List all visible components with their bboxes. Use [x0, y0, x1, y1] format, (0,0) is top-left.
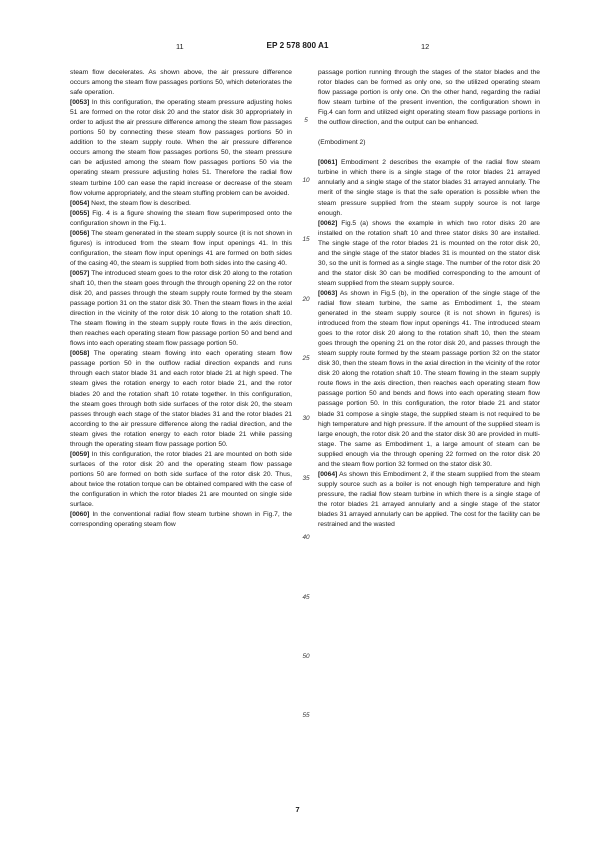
paragraph [318, 219, 540, 289]
paragraph [318, 158, 540, 218]
paragraph [70, 269, 292, 349]
line-number-50: 50 [302, 653, 310, 660]
paragraph-text: In this configuration, the rotor blades 21 are mounted on both side surfaces of the rotor disk 20 and the operating steam flow passage portions 50 are formed on both side surface of the rotor disk 20. Thus, about twice the rotation torque can be obtained compared with the case of the configuration in which the rotor blades 21 are mounted on single side surface. [70, 450, 292, 509]
paragraph [318, 470, 540, 530]
paragraph [70, 98, 292, 198]
line-number-30: 30 [302, 415, 310, 422]
paragraph-text: The operating steam flowing into each operating steam flow passage portion 50 in the outflow radial direction expands and runs through each stator blade 31 and each rotor blade 21 at high speed. The steam gives the rotation energy to each rotor blade 21, and the rotor blades 20 and the rotation shaft 10 rotate together. In this configuration, the steam goes through both side surfaces of the rotor disk 20, the steam passes through each stage of the stator blades 31 and the rotor blades 21 according to the air pressure difference along the radial direction, and the steam gives the rotation energy to each rotor blade 21 while passing through the operating steam flow passage portion 50. [70, 350, 293, 448]
paragraph-text: As shown this Embodiment 2, if the steam supplied from the steam supply source such as a boiler is not enough high temperature and high pressure, the radial flow steam turbine in which there is a single stage of the rotor blades 21 arrayed annularly and a single stage of the stator blades 31 arrayed annularly can be applied. The cost for the facility can be restrained and the wasted [318, 470, 540, 529]
paragraph [70, 68, 292, 98]
paragraph-text: The introduced steam goes to the rotor disk 20 along to the rotation shaft 10, then the steam goes through the through opening 22 on the rotor disk 20, and passes through the steam supply route formed by the steam passage portion 31 on the stator disk 30. Then the steam flows in the axial direction in the vicinity of the rotor disk 10 along to the rotation shaft 10. The steam flowing in the steam supply route flows in the axis direction, then reaches each operating steam flow passage portion 50 and bend and flows into each operating steam flow passage portion 50. [70, 269, 293, 348]
paragraph-number: [0057] [70, 269, 90, 277]
section-heading-text: (Embodiment 2) [318, 139, 366, 147]
line-number-10: 10 [302, 177, 310, 184]
paragraph-text: passage portion running through the stages of the stator blades and the rotor blades can be formed as only one, so the utilized operating steam flow passage portion is only one. On the other hand, regarding the radial flow steam turbine of the present invention, the configuration shown in Fig.4 can form and utilized eight operating steam flow passage portions in the outflow direction, and the output can be enhanced. [318, 69, 540, 127]
paragraph-text: In this configuration, the operating steam pressure adjusting holes 51 are formed on the rotor disk 20 and the stator disk 30 appropriately in order to adjust the air pressure difference among the steam flow passages portions 50 by connecting these steam flow passages portions 50 in addition to the steam supply route. When the air pressure difference occurs among the steam flow passages portions 50, the steam pressure can be adjusted among the steam flow passages portions 50 via the operating steam pressure adjusting holes 51. Therefore the radial flow steam turbine 100 can ease the rapid increase or decrease of the steam flow volume appropriately, and the steam stuffing problem can be avoided. [70, 99, 293, 197]
paragraph-number: [0064] [318, 470, 338, 478]
paragraph-text: In the conventional radial flow steam turbine shown in Fig.7, the corresponding operating steam flow [70, 511, 292, 529]
left-column [70, 68, 292, 530]
line-number-25: 25 [302, 355, 310, 362]
line-number-40: 40 [302, 534, 310, 541]
line-number-55: 55 [302, 712, 310, 719]
paragraph-text: As shown in Fig.5 (b), in the operation of the single stage of the radial flow steam turbine, the same as Embodiment 1, the steam generated in the steam supply source (it is not shown in figures) is introduced from the steam flow input openings 41. The introduced steam goes to the rotor disk 20 along to the rotation shaft 10, then the steam goes through the opening 21 on the rotor disk 20, and passes through the steam supply route formed by the steam passage portion 32 on the stator disk 30, then the steam flows in the axial direction in the vicinity of the rotor disk 20 along the rotation shaft 10. The steam flowing in the steam supply route flows in the axis direction, then reaches each operating steam flow passage portion 50 and bends and flows into each operating steam flow passage portion 50. In this configuration, the rotor blade 21 and stator blade 31 compose a single stage, the supplied steam is not required to be high temperature and high pressure. If the amount of the supplied steam is large enough, the rotor disk 20 and the stator disk 30 are provided in multi-stage. The same as Embodiment 1, a large amount of steam can be supplied enough via the through opening 22 formed on the rotor disk 20 and the steam flow portion 32 formed on the stator disk 30. [318, 289, 540, 468]
paragraph [70, 199, 292, 209]
page-number-left: 11 [176, 42, 184, 51]
paragraph-number: [0063] [318, 289, 338, 297]
patent-number: EP 2 578 800 A1 [266, 41, 329, 50]
paragraph [70, 450, 292, 510]
paragraph-text: Fig. 4 is a figure showing the steam flow superimposed onto the configuration shown in the Fig.1. [70, 209, 292, 227]
paragraph-text: Embodiment 2 describes the example of the radial flow steam turbine in which there is a single stage of the rotor blades 21 arrayed annularly and a single stage of the stator blades 31 arrayed annularly. The merit of the single stage is that the safe operation is possible when the steam pressure supplied from the steam supply source is not large enough. [318, 159, 540, 217]
paragraph [70, 229, 292, 269]
paragraph-text: The steam generated in the steam supply source (it is not shown in figures) is introduced from the steam flow input openings 41. In this configuration, the steam flow input openings 41 are formed on both sides of the casing 40, the steam is supplied from both sides into the casing 40. [70, 229, 292, 267]
line-number-5: 5 [304, 117, 308, 124]
paragraph-number: [0053] [70, 99, 90, 107]
paragraph [318, 68, 540, 128]
paragraph [70, 209, 292, 229]
paragraph-number: [0058] [70, 350, 90, 358]
line-number-45: 45 [302, 594, 310, 601]
paragraph-text: Next, the steam flow is described. [91, 199, 191, 207]
paragraph-number: [0060] [70, 511, 90, 519]
section-heading [318, 138, 540, 148]
paragraph-number: [0055] [70, 209, 90, 217]
paragraph-text: Fig.5 (a) shows the example in which two rotor disks 20 are installed on the rotation shaft 10 and three stator disks 30 are installed. The single stage of the rotor blades 21 is mounted on the rotor disk 20, and the single stage of the stator blades 31 is mounted on the stator disk 30, so the unit is formed as a single stage. The number of the rotor disk 20 and the stator disk 30 can be modified corresponding to the amount of steam supplied from the steam supply source. [318, 219, 540, 287]
line-number-35: 35 [302, 475, 310, 482]
page-number-right: 12 [421, 42, 430, 51]
paragraph-number: [0056] [70, 229, 90, 237]
line-number-15: 15 [302, 236, 310, 243]
right-column [318, 68, 540, 530]
paragraph-number: [0062] [318, 219, 338, 227]
paragraph [70, 349, 292, 449]
line-number-20: 20 [302, 296, 310, 303]
paragraph-number: [0061] [318, 159, 338, 167]
footer-page-number: 7 [295, 805, 300, 814]
paragraph [318, 289, 540, 470]
paragraph-number: [0054] [70, 199, 90, 207]
paragraph [70, 510, 292, 530]
paragraph-number: [0059] [70, 450, 90, 458]
paragraph-text: steam flow decelerates. As shown above, the air pressure difference occurs among the steam flow passages portions 50, which deteriorates the safe operation. [70, 69, 292, 97]
